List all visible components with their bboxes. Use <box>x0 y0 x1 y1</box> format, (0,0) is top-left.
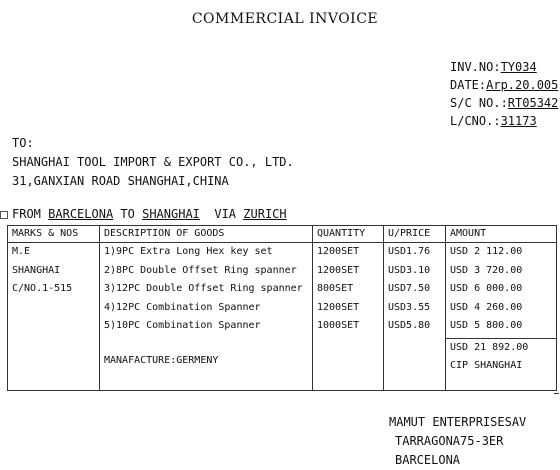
invoice-date-label: DATE: <box>450 78 487 92</box>
sales-contract-number <box>450 95 558 113</box>
invoice-number <box>450 59 537 77</box>
item-description: 2)8PC Double Offset Ring spanner <box>104 264 297 276</box>
table-anchor-marker <box>0 211 8 219</box>
table-corner-mark <box>554 393 559 394</box>
invoice-title: COMMERCIAL INVOICE <box>191 11 379 27</box>
item-description: 5)10PC Combination Spanner <box>104 320 261 331</box>
consignee-label: TO: <box>12 136 34 150</box>
sender-name: MAMUT ENTERPRISESAV <box>389 415 527 429</box>
route-via-port: ZURICH <box>243 207 287 221</box>
sales-contract-label: S/C NO.: <box>450 96 508 110</box>
item-amount: USD 4 260.00 <box>450 301 523 313</box>
route-via-label: VIA <box>214 207 237 221</box>
sales-contract-value: RT05342 <box>507 96 559 110</box>
item-amount: USD 6 000.00 <box>450 283 523 294</box>
consignee-company: SHANGHAI TOOL IMPORT & EXPORT CO., LTD. <box>12 155 294 169</box>
header-unit-price: U/PRICE <box>384 226 446 243</box>
item-description: 4)12PC Combination Spanner <box>104 301 261 313</box>
consignee-block <box>12 134 294 191</box>
marks-cell <box>8 243 100 391</box>
item-description: 1)9PC Extra Long Hex key set <box>104 246 273 257</box>
invoice-date <box>450 77 558 95</box>
mark-line: SHANGHAI <box>12 264 61 276</box>
item-unit-price: USD5.80 <box>388 320 431 331</box>
item-amount: USD 5 800.00 <box>450 320 523 331</box>
sender-block <box>389 413 526 470</box>
shipping-route <box>12 207 287 221</box>
item-unit-price: USD7.50 <box>388 283 431 294</box>
lc-number <box>450 113 537 131</box>
route-to-label: TO <box>120 207 135 221</box>
route-from-label: FROM <box>12 207 41 221</box>
item-amount: USD 2 112.00 <box>450 246 523 257</box>
lc-number-label: L/CNO.: <box>450 114 501 128</box>
item-unit-price: USD3.10 <box>388 264 431 276</box>
table-body-row <box>8 243 557 339</box>
consignee-address: 31,GANXIAN ROAD SHANGHAI,CHINA <box>12 174 229 188</box>
item-unit-price: USD1.76 <box>388 246 431 257</box>
item-amount: USD 3 720.00 <box>450 264 523 276</box>
item-quantity: 1200SET <box>317 301 360 313</box>
total-cell <box>446 339 557 391</box>
trade-terms: CIP SHANGHAI <box>450 360 523 371</box>
invoice-number-value: TY034 <box>500 60 537 74</box>
mark-line: M.E <box>12 246 31 257</box>
item-unit-price: USD3.55 <box>388 301 431 313</box>
header-marks: MARKS & NOS <box>8 226 100 243</box>
table-header-row <box>8 226 557 243</box>
sender-city: BARCELONA <box>395 453 461 467</box>
header-quantity: QUANTITY <box>313 226 384 243</box>
quantity-cell <box>313 243 384 391</box>
item-description: 3)12PC Double Offset Ring spanner <box>104 283 303 294</box>
item-quantity: 1200SET <box>317 264 360 276</box>
route-to-port: SHANGHAI <box>142 207 200 221</box>
header-description: DESCRIPTION OF GOODS <box>100 226 313 243</box>
invoice-date-value: Arp.20.005 <box>486 78 559 92</box>
unit-price-cell <box>384 243 446 391</box>
description-cell <box>100 243 313 391</box>
manufacture-note: MANAFACTURE:GERMENY <box>104 354 219 366</box>
route-from-port: BARCELONA <box>48 207 114 221</box>
lc-number-value: 31173 <box>500 114 537 128</box>
item-quantity: 1000SET <box>317 320 360 331</box>
sender-address: TARRAGONA75-3ER <box>395 434 504 448</box>
item-quantity: 800SET <box>317 283 354 294</box>
total-amount: USD 21 892.00 <box>450 342 529 353</box>
invoice-number-label: INV.NO: <box>450 60 501 74</box>
goods-table <box>7 225 557 391</box>
spacer <box>104 336 308 352</box>
header-amount: AMOUNT <box>446 226 557 243</box>
amount-cell <box>446 243 557 339</box>
mark-line: C/NO.1-515 <box>12 283 73 294</box>
item-quantity: 1200SET <box>317 246 360 257</box>
